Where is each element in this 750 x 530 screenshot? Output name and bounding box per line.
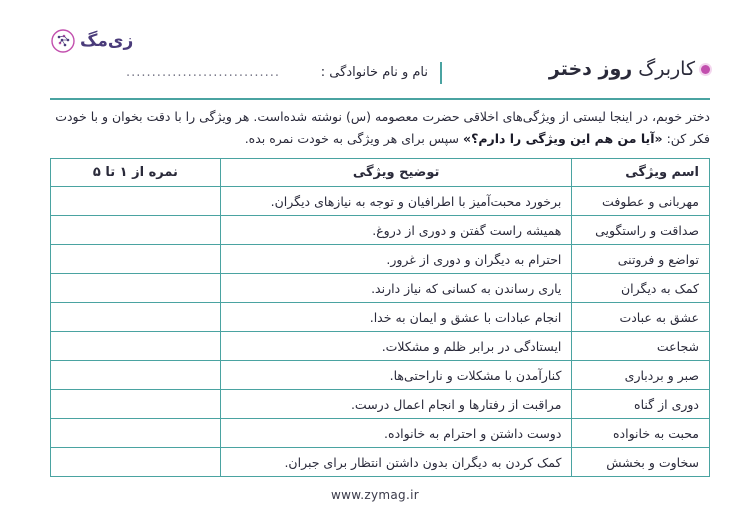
worksheet-header [40, 58, 710, 88]
score-cell[interactable] [51, 332, 221, 361]
trait-name: شجاعت [572, 332, 710, 361]
globe-grid-icon [50, 28, 76, 54]
trait-desc: یاری رساندن به کسانی که نیاز دارند. [220, 274, 572, 303]
trait-desc: ایستادگی در برابر ظلم و مشکلات. [220, 332, 572, 361]
score-cell[interactable] [51, 187, 221, 216]
table-row [51, 390, 710, 419]
trait-name: مهربانی و عطوفت [572, 187, 710, 216]
table-row [51, 361, 710, 390]
trait-name: کمک به دیگران [572, 274, 710, 303]
trait-desc: کنارآمدن با مشکلات و ناراحتی‌ها. [220, 361, 572, 390]
header-rule [50, 98, 710, 100]
score-cell[interactable] [51, 245, 221, 274]
table-row [51, 216, 710, 245]
intro-line-2-before: فکر کن: [666, 131, 710, 146]
intro-paragraph [38, 106, 710, 150]
trait-name: محبت به خانواده [572, 419, 710, 448]
trait-desc: همیشه راست گفتن و دوری از دروغ. [220, 216, 572, 245]
intro-line-2-after: سپس برای هر ویژگی به خودت نمره بده. [244, 131, 460, 146]
score-cell[interactable] [51, 361, 221, 390]
bullet-dot-icon [701, 65, 710, 74]
trait-desc: کمک کردن به دیگران بدون داشتن انتظار برای جبران. [220, 448, 572, 477]
intro-line-1: دختر خوبم، در اینجا لیستی از ویژگی‌های اخلاقی حضرت معصومه (س) نوشته شده‌است. هر ویژگی را با دقت بخوان و با خودت [55, 109, 710, 124]
score-cell[interactable] [51, 274, 221, 303]
trait-name: سخاوت و بخشش [572, 448, 710, 477]
trait-desc: احترام به دیگران و دوری از غرور. [220, 245, 572, 274]
name-field-blank[interactable]: .............................. [126, 65, 280, 80]
trait-name: تواضع و فروتنی [572, 245, 710, 274]
trait-name: صبر و بردباری [572, 361, 710, 390]
brand-logo-block [50, 28, 133, 54]
trait-name: صداقت و راستگویی [572, 216, 710, 245]
traits-table [50, 158, 710, 477]
trait-desc: دوست داشتن و احترام به خانواده. [220, 419, 572, 448]
header-score: نمره از ۱ تا ۵ [51, 159, 221, 187]
score-cell[interactable] [51, 390, 221, 419]
footer-url[interactable]: www.zymag.ir [331, 488, 419, 502]
brand-name: زی‌مگ [80, 31, 134, 51]
title-prefix: کاربرگ [638, 58, 695, 80]
table-row [51, 332, 710, 361]
table-row [51, 448, 710, 477]
trait-desc: مراقبت از رفتارها و انجام اعمال درست. [220, 390, 572, 419]
score-cell[interactable] [51, 448, 221, 477]
header-trait-name: اسم ویژگی [572, 159, 710, 187]
name-field-label: نام و نام خانوادگی : [320, 65, 428, 80]
trait-desc: برخورد محبت‌آمیز با اطرافیان و توجه به نیازهای دیگران. [220, 187, 572, 216]
title-bold: روز دختر [548, 58, 633, 80]
intro-question: «آیا من هم این ویژگی را دارم؟» [463, 131, 663, 146]
trait-desc: انجام عبادات با عشق و ایمان به خدا. [220, 303, 572, 332]
trait-name: دوری از گناه [572, 390, 710, 419]
intro-line-2 [38, 128, 710, 150]
table-row [51, 274, 710, 303]
score-cell[interactable] [51, 216, 221, 245]
worksheet-title [549, 58, 710, 80]
header-trait-desc: توضیح ویژگی [220, 159, 572, 187]
table-row [51, 419, 710, 448]
score-cell[interactable] [51, 303, 221, 332]
score-cell[interactable] [51, 419, 221, 448]
trait-name: عشق به عبادت [572, 303, 710, 332]
table-row [51, 187, 710, 216]
table-row [51, 245, 710, 274]
table-row [51, 303, 710, 332]
header-divider [440, 62, 442, 84]
table-header-row [51, 159, 710, 187]
